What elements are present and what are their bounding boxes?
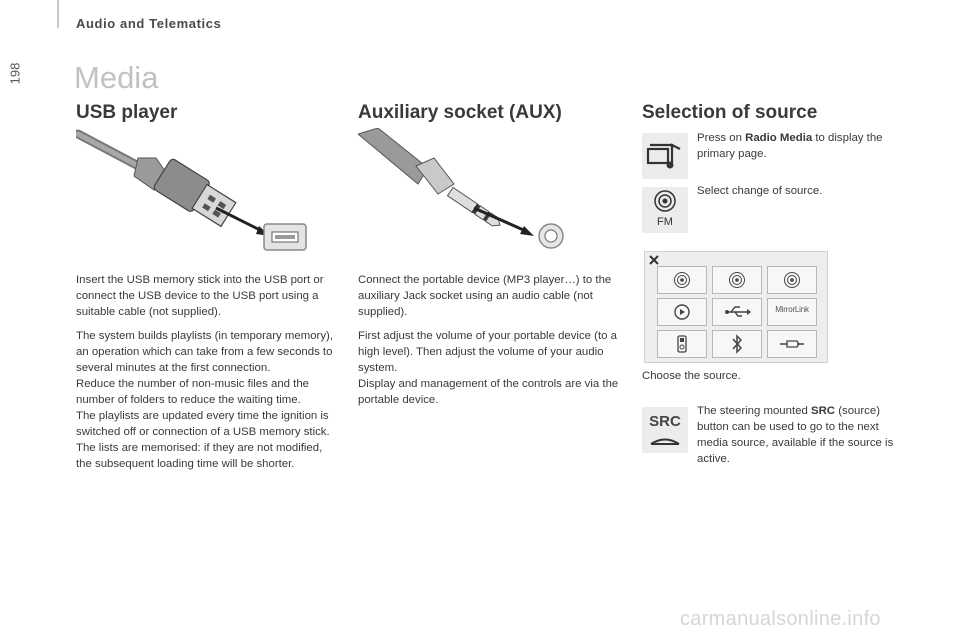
page-title: Media — [74, 60, 159, 95]
src-text-suffix: (source) button can be used to go to the next media source, available if the source is active. — [697, 405, 894, 465]
usb-text — [76, 272, 334, 480]
src-bold-label: SRC — [810, 405, 836, 417]
source-selection-panel — [644, 251, 828, 363]
usb-plug-illustration — [76, 128, 316, 256]
radio-media-label: Radio Media — [745, 132, 813, 144]
source-bluetooth[interactable] — [712, 330, 762, 358]
close-icon[interactable] — [649, 255, 659, 265]
usb-paragraph: The playlists are updated every time the ignition is switched off or connection of a USB memory stick. The lists are memorised: if they are not modified, the subsequent loading time will be shorter. — [76, 410, 330, 470]
source-radio-3[interactable] — [767, 266, 817, 294]
bluetooth-icon — [713, 331, 761, 357]
steering-src-button-icon — [642, 433, 688, 449]
source-heading: Selection of source — [642, 102, 818, 123]
source-radio-1[interactable] — [657, 266, 707, 294]
page-number: 198 — [7, 62, 23, 85]
aux-cable-icon — [768, 331, 816, 357]
fm-label: FM — [657, 216, 673, 228]
fm-button-tile — [642, 187, 688, 233]
media-button-tile — [642, 133, 688, 179]
step1-suffix: to display the primary page. — [697, 132, 883, 160]
src-button-tile — [642, 407, 688, 453]
src-text — [697, 403, 907, 467]
media-music-icon — [642, 133, 688, 179]
step2-text: Select change of source. — [697, 185, 823, 197]
cd-disc-icon — [658, 299, 706, 325]
usb-paragraph: The system builds playlists (in temporary memory), an operation which can take from a few seconds to several minutes at the first connection. — [76, 330, 333, 374]
aux-paragraph: First adjust the volume of your portable device (to a high level). Then adjust the volume of your audio system. — [358, 330, 617, 374]
aux-paragraph: Connect the portable device (MP3 player…) to the auxiliary Jack socket using an audio cable (not supplied). — [358, 274, 612, 318]
fm-radio-icon — [642, 187, 688, 217]
radio-band-icon — [713, 267, 761, 293]
radio-band-icon — [768, 267, 816, 293]
aux-paragraph: Display and management of the controls are via the portable device. — [358, 378, 619, 406]
source-mirrorlink[interactable] — [767, 298, 817, 326]
source-radio-2[interactable] — [712, 266, 762, 294]
choose-source-text: Choose the source. — [642, 370, 741, 382]
ipod-icon — [658, 331, 706, 357]
mirrorlink-label: MirrorLink — [775, 305, 809, 314]
usb-paragraph: Insert the USB memory stick into the USB port or connect the USB device to the USB port using a suitable cable (not supplied). — [76, 274, 324, 318]
source-usb[interactable] — [712, 298, 762, 326]
src-text-prefix: The steering mounted — [697, 405, 811, 417]
aux-text — [358, 272, 620, 416]
src-label: SRC — [649, 413, 681, 430]
usb-heading: USB player — [76, 102, 178, 123]
aux-heading: Auxiliary socket (AUX) — [358, 102, 562, 123]
usb-icon — [713, 299, 761, 325]
radio-band-icon — [658, 267, 706, 293]
source-ipod[interactable] — [657, 330, 707, 358]
aux-jack-illustration — [358, 128, 578, 256]
header-divider — [57, 0, 59, 28]
step1-text — [697, 130, 907, 162]
source-aux[interactable] — [767, 330, 817, 358]
usb-paragraph: Reduce the number of non-music files and the number of folders to reduce the waiting time. — [76, 378, 310, 406]
section-title: Audio and Telematics — [76, 16, 222, 31]
source-cd[interactable] — [657, 298, 707, 326]
step1-prefix: Press on — [697, 132, 746, 144]
watermark: carmanualsonline.info — [680, 608, 881, 630]
